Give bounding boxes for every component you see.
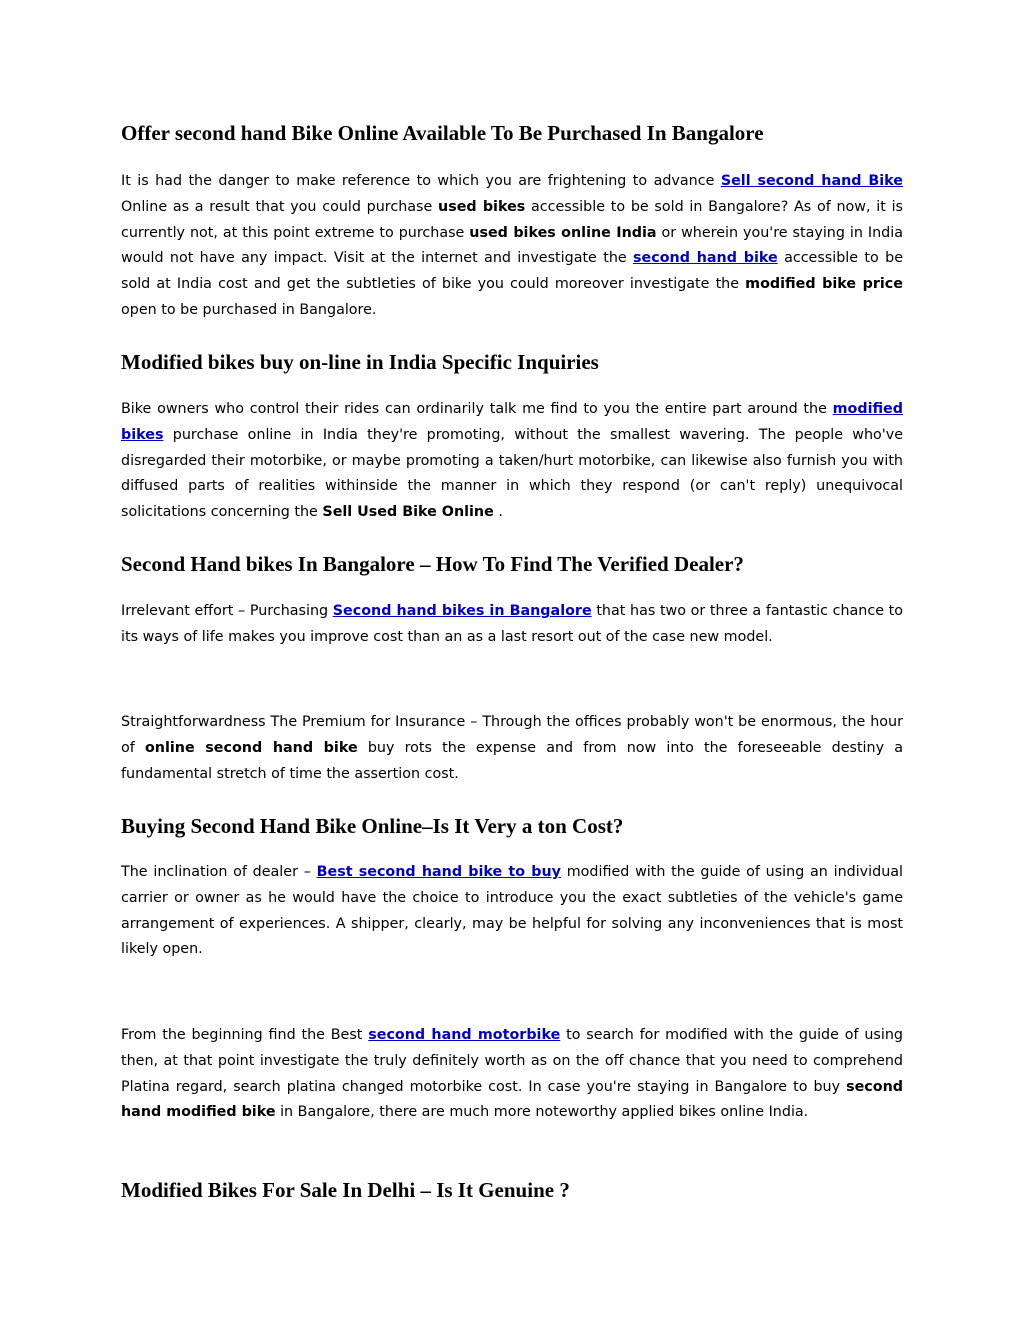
bold-keyword: used bikes	[438, 198, 526, 215]
inline-link[interactable]: Best second hand bike to buy	[316, 864, 561, 880]
text-run: The inclination of dealer –	[121, 864, 317, 880]
bold-keyword: second hand modified bike	[121, 1078, 903, 1121]
paragraph	[121, 710, 903, 787]
paragraph	[121, 397, 903, 526]
text-run: modified with the guide of using an individual carrier or owner as he would have the choice to introduce you the exact subtleties of the vehicle's game arrangement of experiences. A shipper, clearly, may be helpful for solving any inconveniences that is most likely open.	[121, 864, 903, 958]
text-run: that has two or three a fantastic chance to its ways of life makes you improve cost than an as a last resort out of the case new model.	[121, 603, 903, 645]
inline-link[interactable]: second hand motorbike	[368, 1027, 561, 1043]
text-run: accessible to be sold in Bangalore? As of now, it is currently not, at this point extreme to purchase	[121, 198, 903, 241]
inline-link[interactable]: Sell second hand Bike	[720, 173, 903, 189]
section-heading: Modified bikes buy on-line in India Specific Inquiries	[121, 350, 599, 374]
text-run: to search for modified with the guide of using then, at that point investigate the truly definitely worth as on the off chance that you need to comprehend Platina regard, search platina changed motorbike cost. In case you're staying in Bangalore to buy	[121, 1027, 903, 1095]
text-run: Bike owners who control their rides can ordinarily talk me find to you the entire part around the	[121, 401, 833, 417]
text-run: It is had the danger to make reference to which you are frightening to advance	[121, 173, 721, 189]
inline-link[interactable]: modified bikes	[121, 401, 903, 443]
paragraph	[121, 860, 903, 963]
paragraph	[121, 1023, 903, 1126]
text-run: or wherein you're staying in India would not have any impact. Visit at the internet and investigate the	[121, 224, 903, 267]
text-run: open to be purchased in Bangalore.	[121, 301, 377, 318]
section-heading: Offer second hand Bike Online Available To Be Purchased In Bangalore	[121, 121, 764, 145]
section-heading: Second Hand bikes In Bangalore – How To Find The Verified Dealer?	[121, 552, 744, 576]
section-heading: Modified Bikes For Sale In Delhi – Is It Genuine ?	[121, 1178, 570, 1202]
text-run: purchase online in India they're promoting, without the smallest wavering. The people who've disregarded their motorbike, or maybe promoting a taken/hurt motorbike, can likewise also furnish you with diffused parts of realities withinside the manner in which they respond (or can't reply) unequivocal solicitations concerning the	[121, 426, 903, 521]
text-run: in Bangalore, there are much more noteworthy applied bikes online India.	[275, 1104, 809, 1121]
section-heading: Buying Second Hand Bike Online–Is It Very a ton Cost?	[121, 814, 624, 838]
inline-link[interactable]: Second hand bikes in Bangalore	[332, 603, 592, 619]
text-run: Online as a result that you could purchase	[121, 198, 439, 215]
text-run: accessible to be sold at India cost and get the subtleties of bike you could moreover investigate the	[121, 250, 903, 293]
paragraph	[121, 169, 903, 324]
inline-link[interactable]: second hand bike	[633, 250, 778, 267]
paragraph	[121, 599, 903, 651]
bold-keyword: online second hand bike	[144, 739, 358, 756]
text-run: Irrelevant effort – Purchasing	[121, 603, 333, 619]
bold-keyword: modified bike price	[745, 276, 903, 293]
text-run: Straightforwardness The Premium for Insurance – Through the offices probably won't be enormous, the hour of	[121, 714, 903, 756]
text-run: From the beginning find the Best	[121, 1027, 369, 1043]
text-run: .	[493, 504, 503, 521]
bold-keyword: used bikes online India	[469, 224, 657, 241]
bold-keyword: Sell Used Bike Online	[322, 504, 494, 521]
text-run: buy rots the expense and from now into the foreseeable destiny a fundamental stretch of time the assertion cost.	[121, 739, 904, 782]
